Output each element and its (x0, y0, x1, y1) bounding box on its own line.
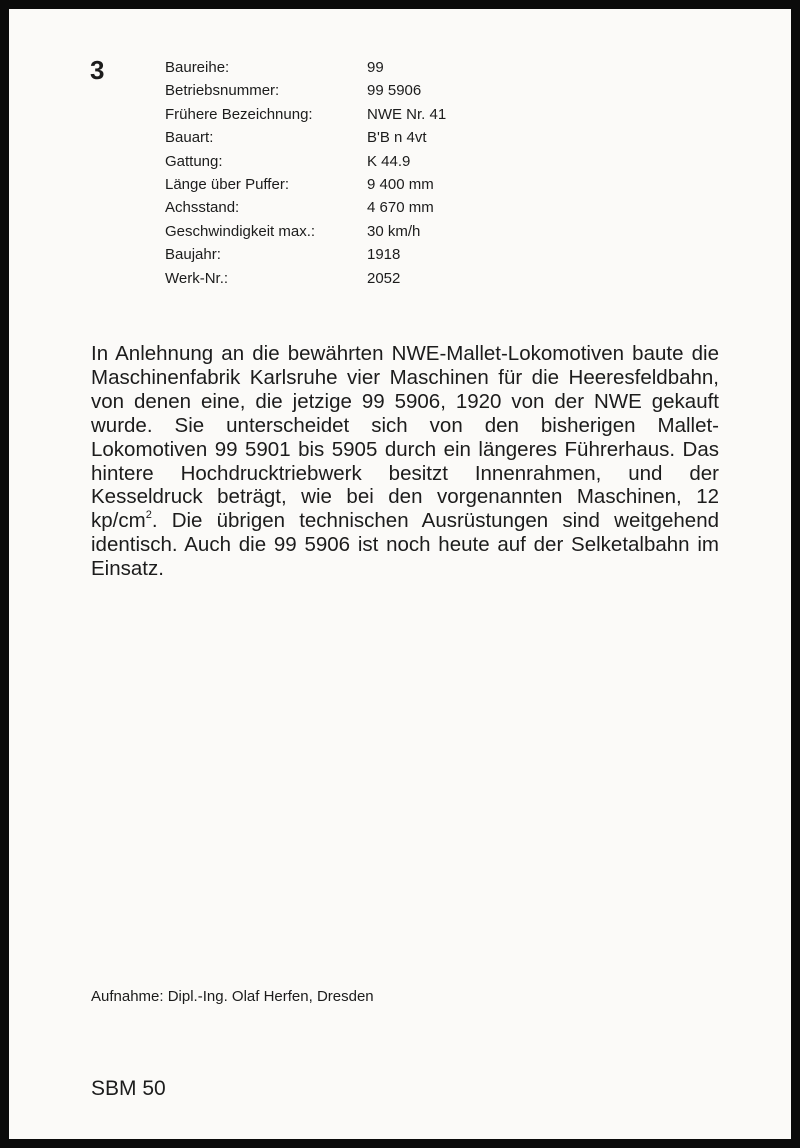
spec-label: Frühere Bezeichnung: (165, 105, 313, 123)
spec-value: 99 (367, 59, 384, 76)
description-text (91, 342, 719, 581)
spec-label: Geschwindigkeit max.: (165, 222, 316, 240)
description-main: In Anlehnung an die bewährten NWE-Mallet-Lokomotiven baute die Maschinenfabrik Karlsruhe vier Maschinen für die Heeresfeldbahn, von denen eine, die jetzige 99 5906, 1920 von der NWE gekauft wurde. Sie unterscheidet sich von den bisherigen Mallet-Lokomotiven 99 5901 bis 5905 durch ein längeres Führerhaus. Das hintere Hochdrucktriebwerk besitzt Innenrahmen, und der Kesseldruck beträgt, wie bei den vorgenannten Maschinen, 12 kp/cm (91, 342, 719, 533)
spec-label: Achsstand: (165, 199, 240, 217)
spec-value: 2052 (367, 269, 401, 287)
spec-row (165, 196, 446, 219)
spec-label: Werk-Nr.: (165, 269, 229, 287)
spec-table (165, 56, 446, 290)
spec-row (165, 243, 446, 266)
spec-label: Gattung: (165, 152, 223, 170)
photo-credit: Aufnahme: Dipl.-Ing. Olaf Herfen, Dresden (91, 988, 374, 1005)
spec-row (165, 103, 446, 126)
spec-label: Länge über Puffer: (165, 176, 289, 194)
spec-value: 9 400 mm (367, 176, 434, 194)
spec-row (165, 126, 446, 149)
spec-value: K 44.9 (367, 152, 411, 170)
spec-value: NWE Nr. 41 (367, 105, 447, 123)
spec-row (165, 220, 446, 243)
spec-row (165, 267, 446, 290)
spec-value: 4 670 mm (367, 199, 434, 217)
spec-table-body (165, 56, 446, 290)
series-code: SBM 50 (91, 1077, 166, 1100)
description-superscript: 2 (145, 509, 152, 522)
spec-row (165, 56, 446, 79)
spec-label: Betriebsnummer: (165, 82, 280, 100)
spec-row (165, 150, 446, 173)
card-number: 3 (90, 55, 105, 85)
spec-row (165, 173, 446, 196)
spec-label: Bauart: (165, 129, 214, 147)
spec-row (165, 79, 446, 102)
spec-label: Baureihe: (165, 59, 230, 76)
spec-value: 30 km/h (367, 222, 421, 240)
description-end: . Die übrigen technischen Ausrüstungen sind weitgehend identisch. Auch die 99 5906 ist noch heute auf der Selketalbahn im Einsatz. (91, 509, 719, 581)
spec-value: 1918 (367, 246, 401, 264)
postcard-back (9, 9, 791, 1139)
spec-value: 99 5906 (367, 82, 422, 100)
spec-value: B'B n 4vt (367, 129, 427, 147)
spec-label: Baujahr: (165, 246, 221, 264)
